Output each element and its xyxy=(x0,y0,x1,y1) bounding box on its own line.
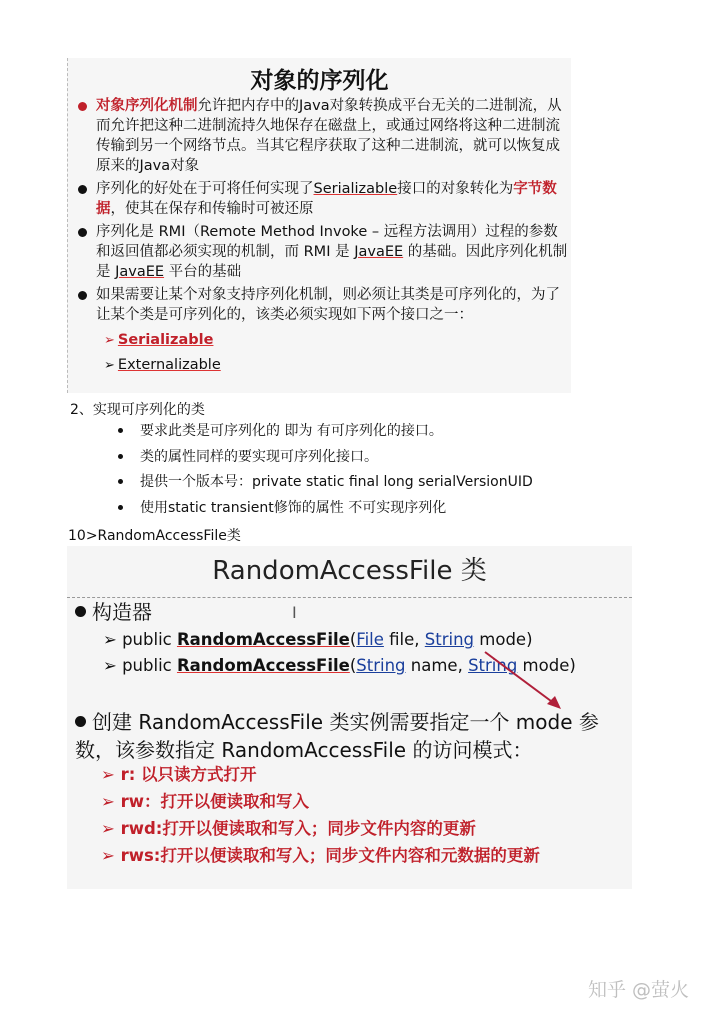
bullet-dot xyxy=(78,291,87,300)
slide-title: 对象的序列化 xyxy=(250,68,389,94)
mode-rwd: ➢ rwd:打开以便读取和写入；同步文件内容的更新 xyxy=(101,819,476,838)
slide-bullets xyxy=(72,96,568,378)
mode-rws: ➢ rws:打开以便读取和写入；同步文件内容和元数据的更新 xyxy=(101,846,540,865)
bullet-dot xyxy=(118,428,123,433)
watermark: 知乎 @萤火 xyxy=(588,979,690,1001)
arrow-right-icon: ➢ xyxy=(101,846,121,865)
arrow-right-icon: ➢ xyxy=(104,358,115,373)
list-item: 提供一个版本号：private static final long serialVersionUID xyxy=(118,473,678,499)
list-item: 要求此类是可序列化的 即为 有可序列化的接口。 xyxy=(118,422,678,448)
bullet-dot xyxy=(75,606,86,617)
bullet-dot xyxy=(78,228,87,237)
interface-externalizable: ➢ Externalizable xyxy=(104,357,221,373)
slide-title: RandomAccessFile 类 xyxy=(212,556,487,586)
requirements-list xyxy=(118,422,678,524)
constructor-string: ➢ public RandomAccessFile(String name, String mode) xyxy=(103,656,576,675)
bullet-serialization-mechanism: 对象序列化机制允许把内存中的Java对象转换成平台无关的二进制流，从而允许把这种二进制流持久地保存在磁盘上，或通过网络将这种二进制流传输到另一个网络节点。当其它程序获取了这种二进制流，就可以恢复成原来的Java对象 xyxy=(72,96,568,176)
mode-rw: ➢ rw：打开以便读取和写入 xyxy=(101,792,309,811)
arrow-right-icon: ➢ xyxy=(101,792,121,811)
randomaccessfile-slide xyxy=(67,546,632,889)
constructor-heading: 构造器 xyxy=(75,598,152,626)
arrow-right-icon: ➢ xyxy=(101,765,121,784)
interface-serializable: ➢ Serializable xyxy=(104,332,214,348)
serialization-slide xyxy=(67,58,571,393)
bullet-serialization-benefit: 序列化的好处在于可将任何实现了Serializable接口的对象转化为字节数据，使其在保存和传输时可被还原 xyxy=(72,179,568,219)
list-item: 使用static transient修饰的属性 不可实现序列化 xyxy=(118,499,678,525)
arrow-right-icon: ➢ xyxy=(104,333,115,348)
mode-description: 创建 RandomAccessFile 类实例需要指定一个 mode 参数，该参数指定 RandomAccessFile 的访问模式： xyxy=(75,710,599,762)
bullet-dot xyxy=(118,454,123,459)
bullet-dot xyxy=(118,505,123,510)
bullet-dot xyxy=(118,479,123,484)
list-item: 类的属性同样的要实现可序列化接口。 xyxy=(118,448,678,474)
bullet-interfaces: 如果需要让某个对象支持序列化机制，则必须让其类是可序列化的，为了让某个类是可序列化的，该类必须实现如下两个接口之一： xyxy=(72,285,568,325)
constructor-file: ➢ public RandomAccessFile(File file, String mode) xyxy=(103,630,533,649)
arrow-right-icon: ➢ xyxy=(103,630,123,649)
arrow-right-icon: ➢ xyxy=(103,656,123,675)
text-cursor-icon: I xyxy=(292,603,297,622)
bullet-rmi: 序列化是 RMI（Remote Method Invoke – 远程方法调用）过程的参数和返回值都必须实现的机制，而 RMI 是 JavaEE 的基础。因此序列化机制是 JavaEE 平台的基础 xyxy=(72,222,568,282)
bullet-dot xyxy=(75,716,86,727)
arrow-right-icon: ➢ xyxy=(101,819,121,838)
annotation-arrow-icon xyxy=(477,646,577,716)
section-heading: 2、实现可序列化的类 xyxy=(70,402,205,418)
bullet-dot xyxy=(78,102,87,111)
mode-r: ➢ r: 以只读方式打开 xyxy=(101,765,257,784)
bullet-dot xyxy=(78,185,87,194)
section-heading: 10>RandomAccessFile类 xyxy=(68,528,241,544)
